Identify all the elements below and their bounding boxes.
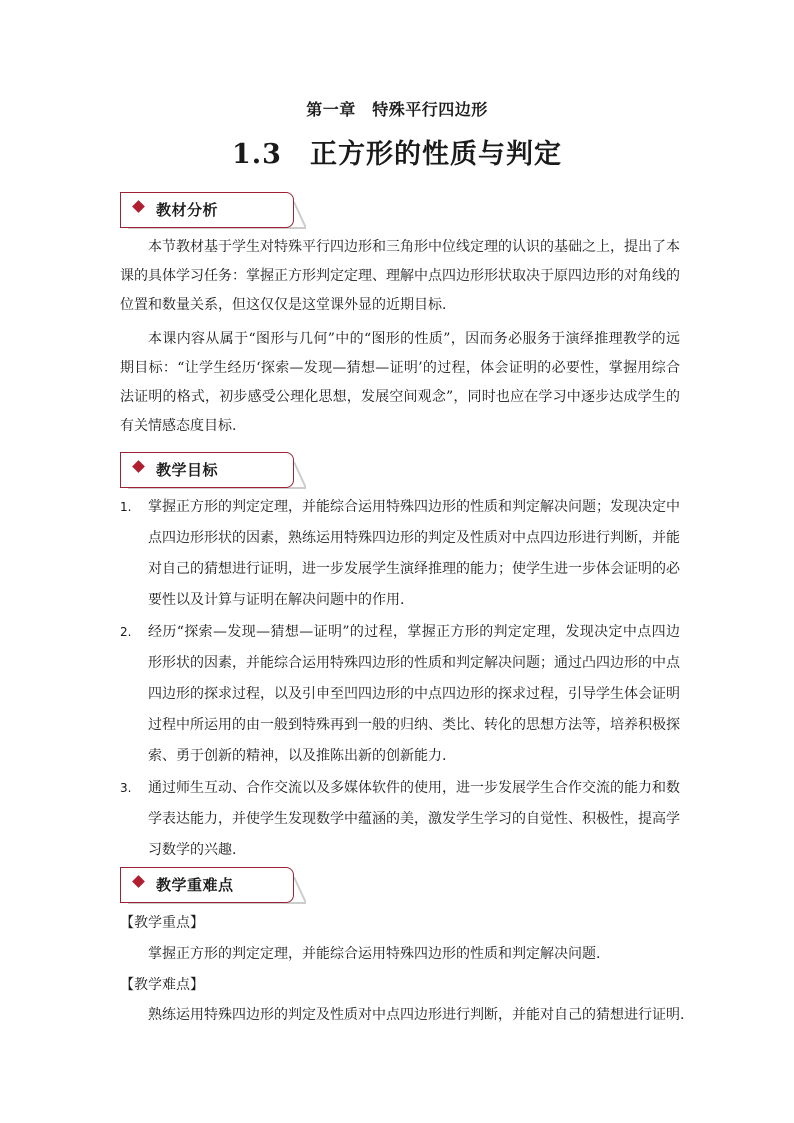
section-heading-label: 教材分析 [156, 201, 219, 219]
difficulty-label: 【教学难点】 [120, 977, 204, 993]
goal-text: 通过师生互动、合作交流以及多媒体软件的使用，进一步发展学生合作交流的能力和数学表达能力，并使学生发现数学中蕴涵的美，激发学生学习的自觉性、积极性，提高学习数学的兴趣. [148, 780, 680, 858]
goal-text: 经历“探索—发现—猜想—证明”的过程，掌握正方形的判定定理，发现决定中点四边形形状的因素，并能综合运用特殊四边形的性质和判定解决问题；通过凸四边形的中点四边形的探求过程，以及引申至凹四边形的中点四边形的探求过程，引导学生体会证明过程中所运用的由一般到特殊再到一般的归纳、类比、转化的思想方法等，培养积极探索、勇于创新的精神，以及推陈出新的创新能力. [148, 624, 680, 764]
section-heading-analysis [120, 192, 294, 228]
section-heading-keypoints [120, 867, 294, 903]
section-heading-label: 教学目标 [156, 461, 219, 479]
focus-text: 掌握正方形的判定定理，并能综合运用特殊四边形的性质和判定解决问题. [148, 946, 601, 962]
goal-number: 1. [120, 500, 132, 514]
goal-number: 3. [120, 781, 132, 795]
goal-item [120, 773, 680, 866]
lesson-title: 1.3 正方形的性质与判定 [232, 139, 562, 170]
chapter-title: 第一章 特殊平行四边形 [306, 100, 488, 119]
analysis-paragraph-2: 本课内容从属于“图形与几何”中的“图形的性质”，因而务必服务于演绎推理教学的远期目标：“让学生经历‘探索—发现—猜想—证明’的过程，体会证明的必要性，掌握用综合法证明的格式，初步感受公理化思想，发展空间观念”，同时也应在学习中逐步达成学生的有关情感态度目标. [120, 331, 680, 434]
goal-number: 2. [120, 625, 132, 639]
goal-text: 掌握正方形的判定定理，并能综合运用特殊四边形的性质和判定解决问题；发现决定中点四边形形状的因素，熟练运用特殊四边形的判定及性质对中点四边形进行判断，并能对自己的猜想进行证明，进一步发展学生演绎推理的能力；使学生进一步体会证明的必要性以及计算与证明在解决问题中的作用. [148, 499, 680, 608]
section-heading-goals [120, 452, 294, 488]
analysis-paragraph-1: 本节教材基于学生对特殊平行四边形和三角形中位线定理的认识的基础之上，提出了本课的具体学习任务：掌握正方形判定定理、理解中点四边形形状取决于原四边形的对角线的位置和数量关系，但这仅仅是这堂课外显的近期目标. [120, 239, 680, 313]
goal-item [120, 617, 680, 772]
section-heading-label: 教学重难点 [156, 876, 234, 894]
difficulty-text: 熟练运用特殊四边形的判定及性质对中点四边形进行判断，并能对自己的猜想进行证明. [148, 1007, 685, 1023]
focus-label: 【教学重点】 [120, 915, 204, 931]
goal-item [120, 492, 680, 616]
